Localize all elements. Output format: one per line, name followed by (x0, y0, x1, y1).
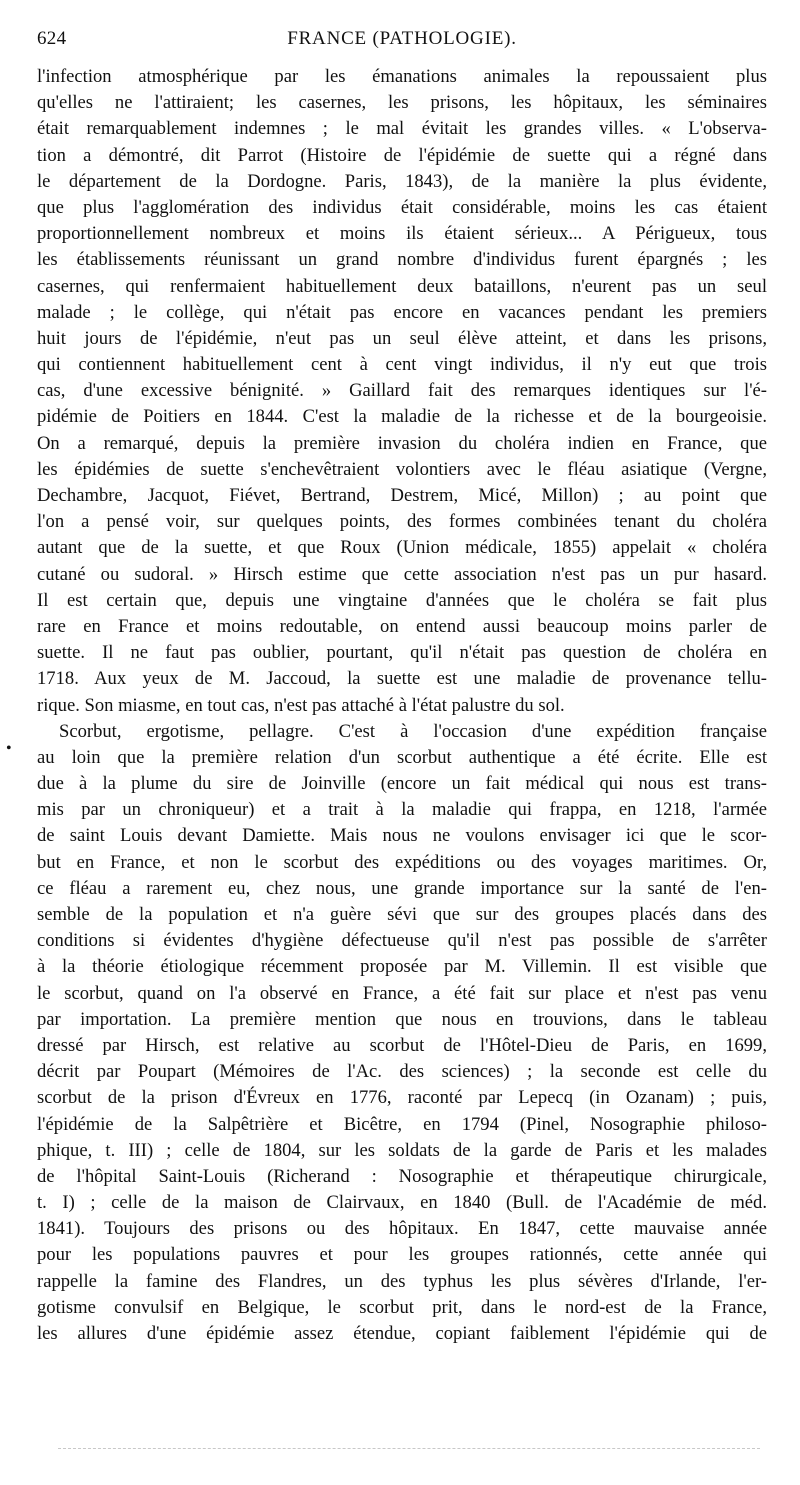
text-line: but en France, et non le scorbut des expéditions ou des voyages maritimes. Or, (37, 851, 767, 873)
bottom-divider (58, 1448, 760, 1449)
text-line: l'épidémie de la Salpêtrière et Bicêtre, en 1794 (Pinel, Nosographie philoso- (37, 1113, 767, 1135)
text-line: gotisme convulsif en Belgique, le scorbut prit, dans le nord-est de la France, (37, 1296, 767, 1318)
text-line: à la théorie étiologique récemment proposée par M. Villemin. Il est visible que (37, 956, 767, 978)
text-line: phique, t. III) ; celle de 1804, sur les soldats de la garde de Paris et les malades (37, 1139, 767, 1161)
text-line: suette. Il ne faut pas oublier, pourtant, qu'il n'était pas question de choléra en (37, 642, 767, 664)
text-line: de saint Louis devant Damiette. Mais nous ne voulons envisager ici que le scor- (37, 825, 767, 847)
text-line: au loin que la première relation d'un scorbut authentique a été écrite. Elle est (37, 746, 767, 768)
text-line: les épidémies de suette s'enchevêtraient volontiers avec le fléau asiatique (Vergne, (37, 458, 767, 480)
text-line: pour les populations pauvres et pour les groupes rationnés, cette année qui (37, 1244, 767, 1266)
text-line: malade ; le collège, qui n'était pas encore en vacances pendant les premiers (37, 301, 767, 323)
text-line: par importation. La première mention que nous en trouvions, dans le tableau (37, 1008, 767, 1030)
text-line: proportionnellement nombreux et moins ils étaient sérieux... A Périgueux, tous (37, 223, 767, 245)
text-line: cutané ou sudoral. » Hirsch estime que cette association n'est pas un pur hasard. (37, 563, 767, 585)
text-line: qui contiennent habituellement cent à cent vingt individus, il n'y eut que trois (37, 354, 767, 376)
text-line: rique. Son miasme, en tout cas, n'est pas attaché à l'état palustre du sol. (37, 694, 565, 716)
text-line: Dechambre, Jacquot, Fiévet, Bertrand, Destrem, Micé, Millon) ; au point que (37, 485, 767, 506)
text-line: dressé par Hirsch, est relative au scorbut de l'Hôtel-Dieu de Paris, en 1699, (37, 1034, 767, 1056)
text-line: ce fléau a rarement eu, chez nous, une grande importance sur la santé de l'en- (37, 877, 767, 899)
text-line: On a remarqué, depuis la première invasion du choléra indien en France, que (37, 432, 767, 454)
text-line: le scorbut, quand on l'a observé en France, a été fait sur place et n'est pas venu (37, 982, 767, 1004)
text-line: pidémie de Poitiers en 1844. C'est la maladie de la richesse et de la bourgeoisie. (37, 406, 767, 428)
text-line: mis par un chroniqueur) et a trait à la maladie qui frappa, en 1218, l'armée (37, 799, 767, 821)
text-line: cas, d'une excessive bénignité. » Gaillard fait des remarques identiques sur l'é- (37, 380, 767, 402)
text-line: tion a démontré, dit Parrot (Histoire de l'épidémie de suette qui a régné dans (37, 144, 767, 166)
text-line: décrit par Poupart (Mémoires de l'Ac. des sciences) ; la seconde est celle du (37, 1061, 767, 1083)
section-start-line: Scorbut, ergotisme, pellagre. C'est à l'occasion d'une expédition française (59, 720, 767, 742)
text-line: que plus l'agglomération des individus était considérable, moins les cas étaient (37, 196, 767, 218)
text-line: l'on a pensé voir, sur quelques points, des formes combinées tenant du choléra (37, 511, 767, 533)
margin-bullet-mark: • (6, 740, 12, 757)
text-line: huit jours de l'épidémie, n'eut pas un seul élève atteint, et dans les prisons, (37, 327, 767, 349)
text-line: semble de la population et n'a guère sévi que sur des groupes placés dans des (37, 904, 767, 925)
text-line: due à la plume du sire de Joinville (encore un fait médical qui nous est trans- (37, 773, 767, 795)
page-header (37, 28, 767, 58)
text-line: l'infection atmosphérique par les émanations animales la repoussaient plus (37, 66, 767, 87)
text-line: Il est certain que, depuis une vingtaine d'années que le choléra se fait plus (37, 589, 767, 611)
text-line: les établissements réunissant un grand nombre d'individus furent épargnés ; les (37, 249, 767, 271)
text-line: rappelle la famine des Flandres, un des typhus les plus sévères d'Irlande, l'er- (37, 1270, 767, 1292)
text-line: les allures d'une épidémie assez étendue, copiant faiblement l'épidémie qui de (37, 1323, 767, 1344)
text-line: t. I) ; celle de la maison de Clairvaux, en 1840 (Bull. de l'Académie de méd. (37, 1192, 767, 1214)
text-line: qu'elles ne l'attiraient; les casernes, les prisons, les hôpitaux, les séminaires (37, 92, 767, 114)
text-line: conditions si évidentes d'hygiène défectueuse qu'il n'est pas possible de s'arrêter (37, 930, 767, 952)
text-line: rare en France et moins redoutable, on entend aussi beaucoup moins parler de (37, 615, 767, 637)
text-line: le département de la Dordogne. Paris, 1843), de la manière la plus évidente, (37, 170, 767, 192)
running-head: FRANCE (PATHOLOGIE). (287, 28, 517, 49)
text-line: scorbut de la prison d'Évreux en 1776, raconté par Lepecq (in Ozanam) ; puis, (37, 1087, 767, 1109)
text-line: 1718. Aux yeux de M. Jaccoud, la suette est une maladie de provenance tellu- (37, 668, 767, 690)
text-line: autant que de la suette, et que Roux (Union médicale, 1855) appelait « choléra (37, 537, 767, 559)
body-text (37, 64, 767, 1347)
text-line: de l'hôpital Saint-Louis (Richerand : Nosographie et thérapeutique chirurgicale, (37, 1165, 767, 1187)
text-line: casernes, qui renfermaient habituellement deux bataillons, n'eurent pas un seul (37, 275, 767, 297)
page-number: 624 (37, 28, 67, 49)
text-line: 1841). Toujours des prisons ou des hôpitaux. En 1847, cette mauvaise année (37, 1218, 767, 1240)
text-line: était remarquablement indemnes ; le mal évitait les grandes villes. « L'observa- (37, 118, 767, 140)
